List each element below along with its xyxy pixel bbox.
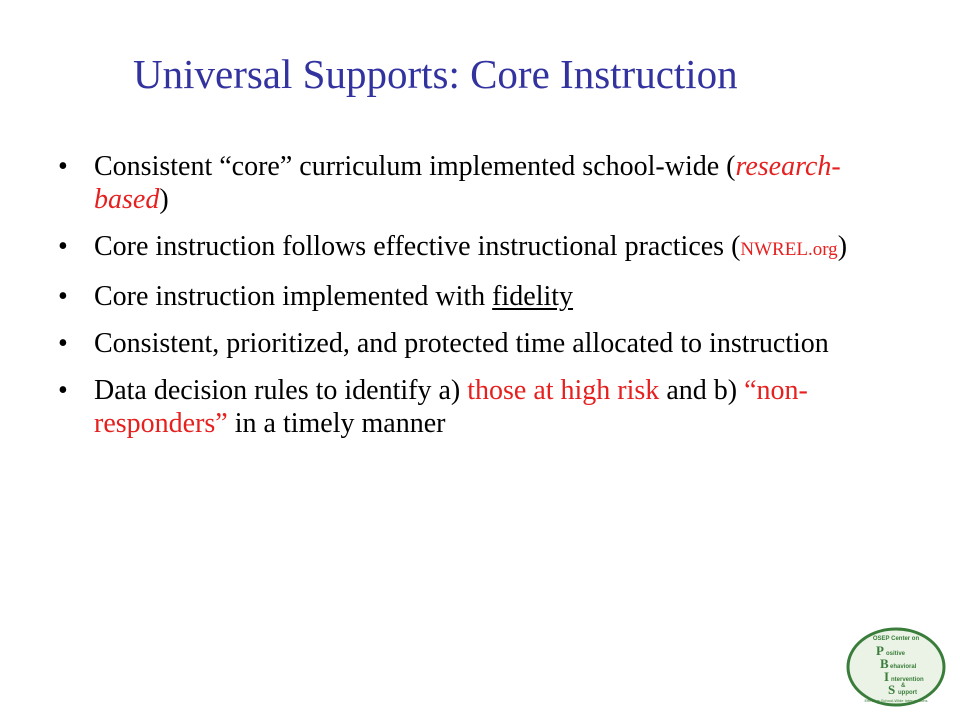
underlined-text: fidelity <box>492 281 574 312</box>
bullet-dot: • <box>58 231 68 262</box>
bullet-item <box>58 280 898 313</box>
slide-title: Universal Supports: Core Instruction <box>133 51 738 97</box>
bullet-dot: • <box>58 328 68 359</box>
bullet-item <box>58 327 898 360</box>
bullet-dot: • <box>58 375 68 406</box>
bullet-dot: • <box>58 151 68 182</box>
bullet-item <box>58 150 898 216</box>
logo-tagline: Effective School-Wide Interventions <box>864 698 928 703</box>
bullet-text: Consistent, prioritized, and protected time allocated to instruction <box>94 328 829 359</box>
bullet-text-end: ) <box>837 231 848 262</box>
pbis-logo <box>846 627 946 707</box>
bullet-item <box>58 374 898 440</box>
bullet-list <box>58 150 898 454</box>
highlight-text: those at high risk <box>467 375 660 406</box>
logo-line1: OSEP Center on <box>872 636 920 642</box>
logo-letter-s: S <box>888 682 896 697</box>
emphasis-text: research-based <box>94 151 841 215</box>
logo-word-4: upport <box>898 690 917 696</box>
nwrel-link[interactable]: NWREL.org <box>740 239 838 260</box>
logo-ampersand: & <box>901 683 906 689</box>
logo-letter-p: P <box>876 643 884 658</box>
bullet-text: Data decision rules to identify a) <box>94 375 468 406</box>
logo-word-1: ositive <box>886 651 906 657</box>
logo-word-2: ehavioral <box>890 664 917 670</box>
bullet-text: Core instruction implemented with <box>94 281 493 312</box>
bullet-dot: • <box>58 281 68 312</box>
bullet-item <box>58 230 898 266</box>
bullet-text-end: ) <box>159 184 169 215</box>
logo-letter-b: B <box>880 656 889 671</box>
logo-word-3: ntervention <box>891 677 924 683</box>
bullet-text-middle: and b) <box>659 375 745 406</box>
bullet-text: Core instruction follows effective instructional practices ( <box>94 231 741 262</box>
bullet-text: Consistent “core” curriculum implemented school-wide ( <box>94 151 736 182</box>
bullet-text-end: in a timely manner <box>227 408 446 439</box>
highlight-text-2: “non-responders” <box>94 375 808 439</box>
logo-letter-i: I <box>884 669 890 684</box>
